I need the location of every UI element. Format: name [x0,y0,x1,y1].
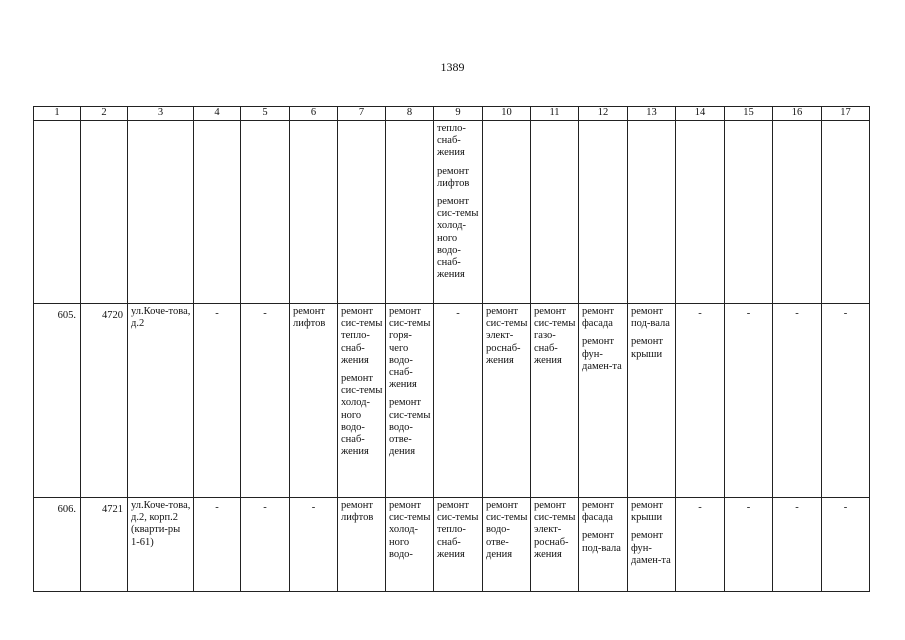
table-cell [822,304,870,498]
work-list [628,498,675,567]
work-item: ремонт лифтов [437,165,470,189]
work-list [386,304,433,458]
table-cell [725,304,773,498]
work-item: ремонт крыши [631,336,664,360]
table-row [34,304,870,498]
column-number-row [34,107,870,121]
table-cell [628,304,676,498]
table-cell [531,121,579,304]
table-row [34,498,870,592]
table-cell [773,498,822,592]
table-cell [579,121,628,304]
table-cell [81,121,128,304]
work-list [338,498,385,524]
empty-dash: - [456,308,460,319]
work-item: ремонт сис-темы холод-ного водо-снаб-жения [437,196,479,281]
work-item: ремонт лифтов [341,500,374,524]
table-cell [241,304,290,498]
work-list [531,498,578,561]
column-number: 1 [34,107,81,121]
work-list [531,304,578,367]
table-cell [483,498,531,592]
empty-dash: - [311,502,316,513]
repair-schedule-table [33,106,870,592]
address: ул.Коче-това, д.2, корп.2 (кварти-ры 1-61) [131,500,191,548]
code-cell [81,498,128,592]
table-cell [579,498,628,592]
work-list [579,304,627,373]
work-item: ремонт сис-темы элект-роснаб-жения [486,306,528,366]
table-cell [386,121,434,304]
column-number: 6 [290,107,338,121]
row-number: 605. [57,310,76,321]
table-cell [822,498,870,592]
empty-dash: - [746,308,751,319]
column-number: 7 [338,107,386,121]
work-list [434,121,482,281]
row-number-cell [34,498,81,592]
column-number: 4 [194,107,241,121]
column-number: 10 [483,107,531,121]
empty-dash: - [215,502,219,513]
table-cell [241,121,290,304]
table-cell [194,498,241,592]
work-item: ремонт сис-темы водо-отве-дения [389,397,431,458]
work-list [386,498,433,561]
continuation-row [34,121,870,304]
table-cell [338,121,386,304]
table-cell [241,498,290,592]
work-item: ремонт крыши [631,500,664,524]
work-list [483,304,530,367]
table-cell [531,498,579,592]
column-number: 9 [434,107,483,121]
column-number: 17 [822,107,870,121]
address-cell [128,304,194,498]
work-list [290,304,337,330]
table-cell [194,121,241,304]
column-number: 15 [725,107,773,121]
column-number: 12 [579,107,628,121]
work-item: ремонт сис-темы тепло-снаб-жения [437,500,479,560]
table-cell [434,121,483,304]
work-list [434,498,482,561]
table-cell [194,304,241,498]
empty-dash: - [795,502,799,513]
table-cell [725,498,773,592]
work-list [628,304,675,361]
table-cell [531,304,579,498]
work-item: ремонт сис-темы холод-ного водо-снаб-жения [341,373,383,458]
table-cell [676,304,725,498]
table-cell [483,304,531,498]
table-cell [338,304,386,498]
table-cell [676,121,725,304]
work-item: ремонт под-вала [582,530,621,554]
work-item: тепло-снаб-жения [437,123,466,159]
column-number: 2 [81,107,128,121]
column-number: 13 [628,107,676,121]
table-cell [628,121,676,304]
column-number: 11 [531,107,579,121]
work-item: ремонт лифтов [293,306,326,330]
work-item: ремонт под-вала [631,306,670,330]
table-cell [128,121,194,304]
table-cell [290,498,338,592]
work-item: ремонт сис-темы элект-роснаб-жения [534,500,576,560]
empty-dash: - [795,308,799,319]
empty-dash: - [843,502,848,513]
work-item: ремонт фун-дамен-та [582,336,622,372]
work-item: ремонт сис-темы холод-ного водо- [389,500,431,560]
work-item: ремонт фасада [582,500,615,524]
object-code: 4720 [102,310,123,321]
work-item: ремонт фасада [582,306,615,330]
empty-dash: - [843,308,848,319]
table-cell [434,498,483,592]
table-cell [483,121,531,304]
address-cell [128,498,194,592]
table-cell [725,121,773,304]
work-item: ремонт сис-темы горя-чего водо-снаб-жения [389,306,431,391]
empty-dash: - [215,308,219,319]
table-cell [290,121,338,304]
address: ул.Коче-това, д.2 [131,306,191,330]
row-number: 606. [57,504,76,515]
object-code: 4721 [102,504,123,515]
column-number: 8 [386,107,434,121]
empty-dash: - [698,308,702,319]
table-cell [773,304,822,498]
table-cell [773,121,822,304]
page-number: 1389 [440,60,465,74]
table-cell [434,304,483,498]
empty-dash: - [263,502,267,513]
table-cell [676,498,725,592]
work-item: ремонт сис-темы тепло-снаб-жения [341,306,383,366]
column-number: 3 [128,107,194,121]
table-cell [338,498,386,592]
work-list [579,498,627,555]
empty-dash: - [698,502,702,513]
row-number-cell [34,304,81,498]
work-item: ремонт сис-темы газо-снаб-жения [534,306,576,366]
table-cell [386,304,434,498]
code-cell [81,304,128,498]
work-list [483,498,530,561]
work-item: ремонт сис-темы водо-отве-дения [486,500,528,560]
table-cell [628,498,676,592]
column-number: 16 [773,107,822,121]
empty-dash: - [263,308,267,319]
work-list [338,304,385,458]
table-cell [386,498,434,592]
work-item: ремонт фун-дамен-та [631,530,671,566]
column-number: 5 [241,107,290,121]
table-cell [290,304,338,498]
empty-dash: - [746,502,751,513]
table-cell [579,304,628,498]
table-cell [34,121,81,304]
table-cell [822,121,870,304]
column-number: 14 [676,107,725,121]
